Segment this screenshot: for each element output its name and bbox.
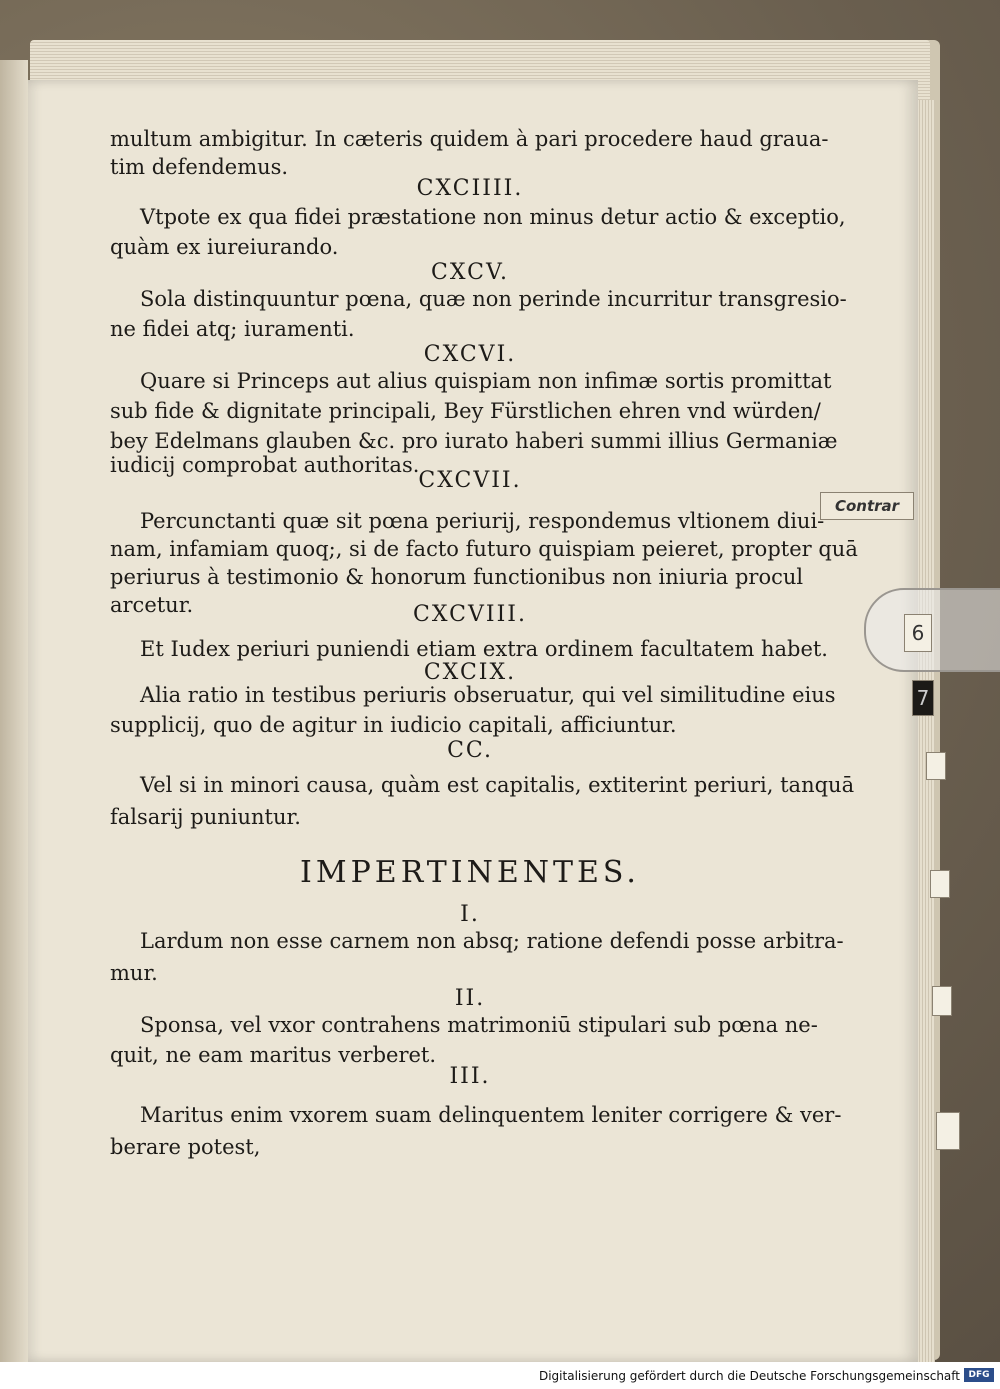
section-heading: CXCVI. — [423, 342, 517, 367]
page-text — [110, 0, 858, 1362]
index-tab — [936, 1112, 960, 1150]
text-line: Quare si Princeps aut alius quispiam non infimæ sortis promittat — [140, 369, 832, 393]
section-title: IMPERTINENTES. — [300, 855, 640, 890]
text-line: nam, infamiam quoq;, si de facto futuro quispiam peieret, propter quā — [110, 537, 858, 561]
page-clip — [864, 588, 1000, 672]
text-line: Et Iudex periuri puniendi etiam extra ordinem facultatem habet. — [140, 637, 828, 661]
index-tab-6: 6 — [904, 614, 932, 652]
dfg-logo: DFG — [964, 1368, 994, 1382]
text-line: arcetur. — [110, 593, 194, 617]
section-heading: I. — [460, 902, 480, 927]
text-line: berare potest, — [110, 1135, 261, 1159]
text-line: multum ambigitur. In cæteris quidem à pari procedere haud graua- — [110, 127, 829, 151]
section-heading: CXCIX. — [423, 660, 517, 685]
text-line: falsarij puniuntur. — [110, 805, 301, 829]
text-line: mur. — [110, 961, 158, 985]
text-line: iudicij comprobat authoritas. — [110, 453, 420, 477]
index-tab-7: 7 — [912, 680, 934, 716]
section-heading: III. — [449, 1064, 491, 1089]
text-line: Alia ratio in testibus periuris obseruatur, qui vel similitudine eius — [140, 683, 836, 707]
index-tab — [926, 752, 946, 780]
section-heading: CXCV. — [431, 260, 509, 285]
margin-note-tab: Contrar — [820, 492, 914, 520]
text-line: Vtpote ex qua fidei præstatione non minus detur actio & exceptio, — [140, 205, 846, 229]
footer-bar — [0, 1362, 1000, 1389]
text-line: quàm ex iureiurando. — [110, 235, 339, 259]
section-heading: CXCIIII. — [416, 176, 524, 201]
text-line: periurus à testimonio & honorum functionibus non iniuria procul — [110, 565, 804, 589]
section-heading: CXCVII. — [418, 468, 522, 493]
text-line: Sola distinquuntur pœna, quæ non perinde incurritur transgresio- — [140, 287, 847, 311]
section-heading: II. — [454, 986, 486, 1011]
index-tab — [930, 870, 950, 898]
text-line: Lardum non esse carnem non absq; ratione defendi posse arbitra- — [140, 929, 844, 953]
text-line: Sponsa, vel vxor contrahens matrimoniū stipulari sub pœna ne- — [140, 1013, 818, 1037]
text-line: ne fidei atq; iuramenti. — [110, 317, 355, 341]
section-heading: CXCVIII. — [413, 602, 527, 627]
text-line: Percunctanti quæ sit pœna periurij, respondemus vltionem diui- — [140, 509, 825, 533]
text-line: quit, ne eam maritus verberet. — [110, 1043, 437, 1067]
funding-notice: Digitalisierung gefördert durch die Deutsche Forschungsgemeinschaft — [538, 1369, 960, 1383]
facing-page-edge — [0, 60, 28, 1362]
index-tab — [932, 986, 952, 1016]
text-line: Vel si in minori causa, quàm est capitalis, extiterint periuri, tanquā — [140, 773, 855, 797]
text-line: tim defendemus. — [110, 155, 289, 179]
text-line: supplicij, quo de agitur in iudicio capitali, afficiuntur. — [110, 713, 677, 737]
text-line: sub fide & dignitate principali, Bey Fürstlichen ehren vnd würden/ — [110, 399, 821, 423]
text-line: Maritus enim vxorem suam delinquentem leniter corrigere & ver- — [140, 1103, 842, 1127]
text-line: bey Edelmans glauben &c. pro iurato haberi summi illius Germaniæ — [110, 429, 838, 453]
section-heading: CC. — [447, 738, 493, 763]
